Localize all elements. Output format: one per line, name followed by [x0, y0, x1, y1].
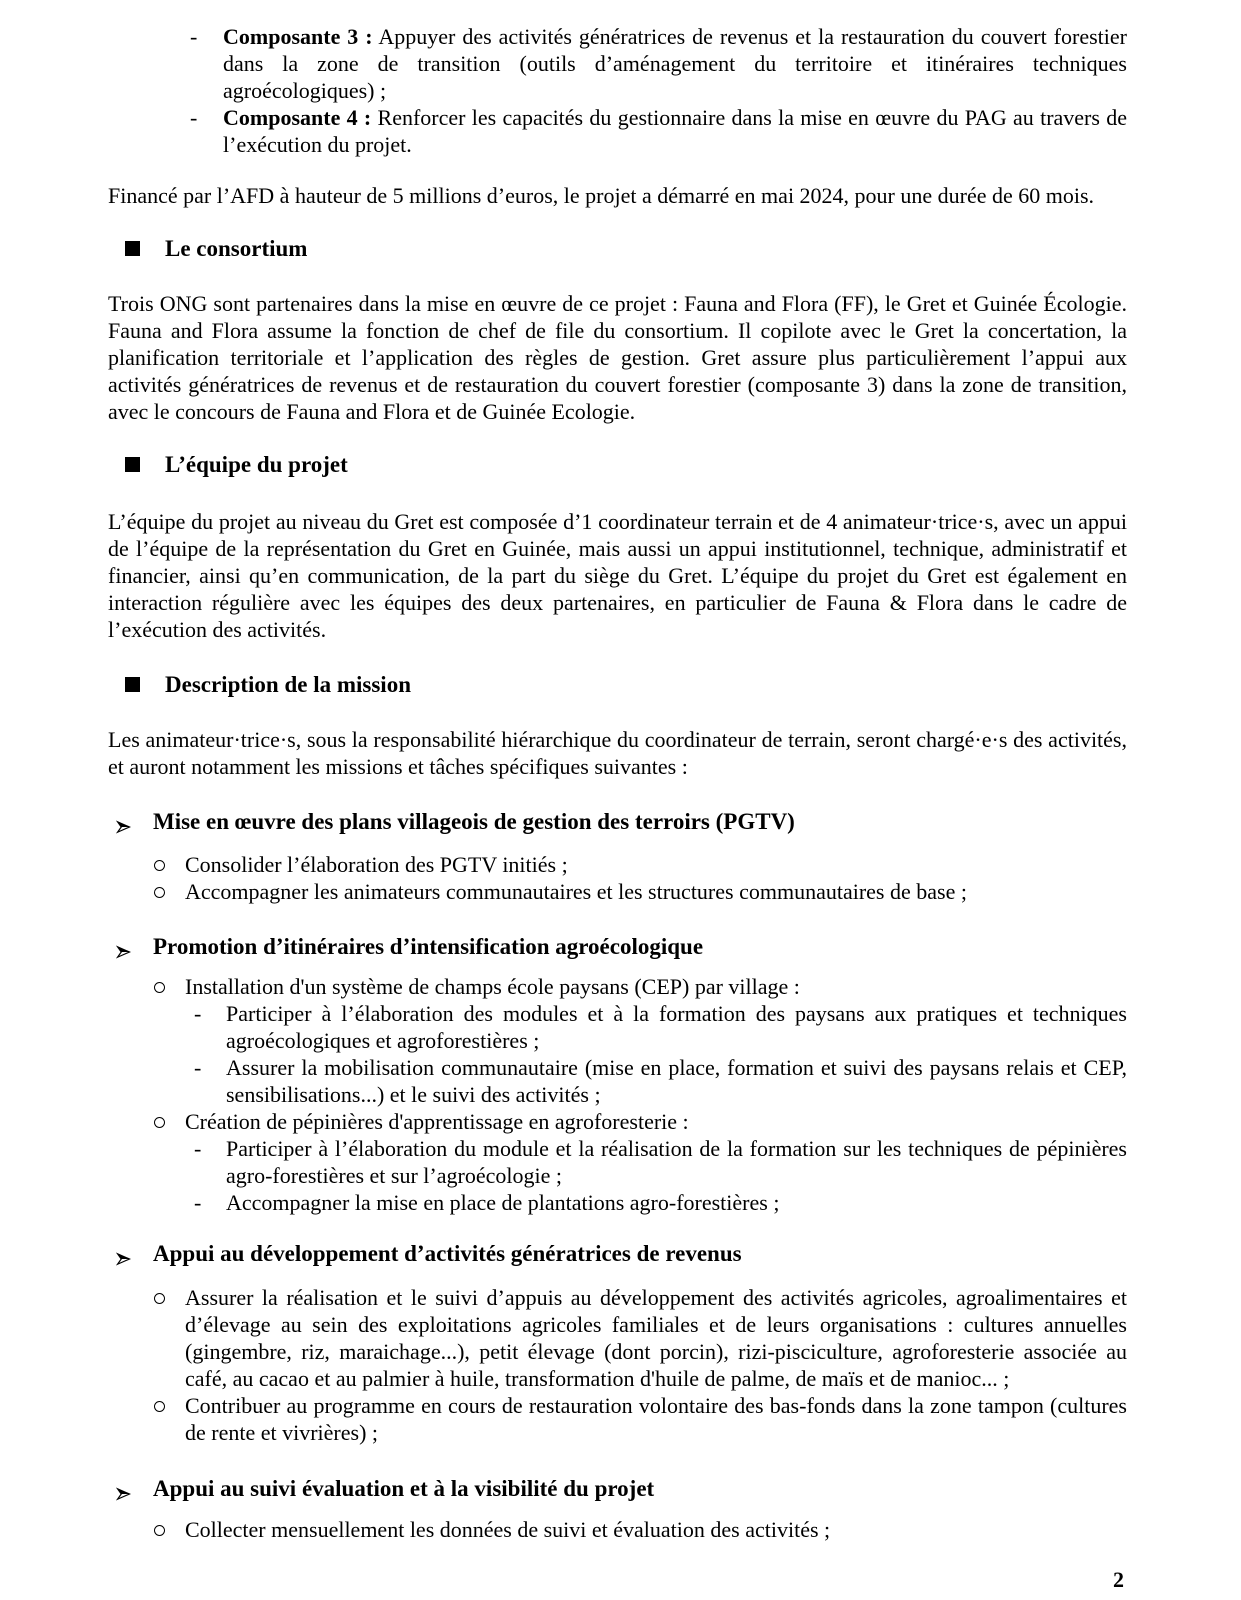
section-title-suivi: [108, 1475, 1127, 1503]
item-text: Accompagner la mise en place de plantations agro-forestières ;: [226, 1190, 780, 1215]
circle-bullet-icon: [154, 860, 165, 871]
dash-marker: -: [194, 1136, 202, 1161]
dash-marker: -: [190, 24, 198, 49]
item-text: Assurer la mobilisation communautaire (mise en place, formation et suivi des paysans relais et CEP, sensibilisations...) et le suivi des activités ;: [226, 1055, 1127, 1107]
component-label: Composante 4 :: [223, 105, 372, 130]
sub-list-item: [108, 1189, 1127, 1216]
circle-bullet-icon: [154, 982, 165, 993]
item-text: Création de pépinières d'apprentissage en agroforesterie :: [185, 1109, 689, 1134]
suivi-items: [108, 1516, 1127, 1543]
component-text: Renforcer les capacités du gestionnaire dans la mise en œuvre du PAG au travers de l’exécution du projet.: [223, 105, 1127, 157]
section-title-text: Mise en œuvre des plans villageois de gestion des terroirs (PGTV): [153, 809, 795, 834]
section-title-text: Appui au suivi évaluation et à la visibilité du projet: [153, 1476, 655, 1501]
item-text: Assurer la réalisation et le suivi d’appuis au développement des activités agricoles, agroalimentaires et d’élevage au sein des exploitations agricoles familiales et de leurs organisations : cultures annuelles (gingembre, riz, maraichage...), petit élevage (dont porcin), rizi-pisciculture, agroforesterie associée au café, au cacao et au palmier à huile, transformation d'huile de palme, de maïs et de manioc... ;: [185, 1285, 1127, 1391]
sub-list-item: [108, 1135, 1127, 1189]
item-text: Accompagner les animateurs communautaires et les structures communautaires de base ;: [185, 879, 967, 904]
dash-marker: -: [194, 1190, 202, 1215]
paragraph-mission-intro: Les animateur·trice·s, sous la responsabilité hiérarchique du coordinateur de terrain, seront chargé·e·s des activités, et auront notamment les missions et tâches spécifiques suivantes :: [108, 727, 1127, 779]
arrow-bullet-icon: [116, 939, 131, 967]
circle-bullet-icon: [154, 1525, 165, 1536]
section-title-promotion: [108, 933, 1127, 961]
item-text: Installation d'un système de champs école paysans (CEP) par village :: [185, 974, 800, 999]
agr-items: [108, 1284, 1127, 1446]
square-bullet-icon: [125, 677, 140, 692]
list-item: [108, 878, 1127, 905]
arrow-bullet-icon: [116, 1481, 131, 1509]
item-text: Contribuer au programme en cours de restauration volontaire des bas-fonds dans la zone tampon (cultures de rente et vivrières) ;: [185, 1393, 1127, 1445]
dash-marker: -: [194, 1001, 202, 1026]
list-item: [108, 104, 1127, 158]
sub-list-item: [108, 1054, 1127, 1108]
section-title-text: Appui au développement d’activités génératrices de revenus: [153, 1241, 742, 1266]
pgtv-items: [108, 851, 1127, 905]
section-title-agr: [108, 1240, 1127, 1268]
list-item: [108, 973, 1127, 1000]
section-title-pgtv: [108, 808, 1127, 836]
item-text: Consolider l’élaboration des PGTV initiés ;: [185, 852, 568, 877]
list-item: [108, 1284, 1127, 1392]
promotion-items: [108, 973, 1127, 1216]
paragraph-equipe: L’équipe du projet au niveau du Gret est composée d’1 coordinateur terrain et de 4 animateur·trice·s, avec un appui de l’équipe de la représentation du Gret en Guinée, mais aussi un appui institutionnel, technique, administratif et financier, ainsi qu’en communication, de la part du siège du Gret. L’équipe du projet du Gret est également en interaction régulière avec les équipes des deux partenaires, en particulier de Fauna & Flora dans le cadre de l’exécution des activités.: [108, 509, 1127, 642]
list-item: [108, 851, 1127, 878]
heading-equipe: [108, 451, 1127, 479]
square-bullet-icon: [125, 241, 140, 256]
arrow-bullet-icon: [116, 814, 131, 842]
paragraph-financement: Financé par l’AFD à hauteur de 5 millions d’euros, le projet a démarré en mai 2024, pour une durée de 60 mois.: [108, 183, 1095, 208]
item-text: Participer à l’élaboration des modules et à la formation des paysans aux pratiques et techniques agroécologiques et agroforestières ;: [226, 1001, 1127, 1053]
component-label: Composante 3 :: [223, 24, 373, 49]
heading-text: Le consortium: [165, 236, 308, 261]
item-text: Collecter mensuellement les données de suivi et évaluation des activités ;: [185, 1517, 831, 1542]
heading-text: L’équipe du projet: [165, 452, 348, 477]
section-title-text: Promotion d’itinéraires d’intensification agroécologique: [153, 934, 704, 959]
square-bullet-icon: [125, 457, 140, 472]
dash-marker: -: [194, 1055, 202, 1080]
circle-bullet-icon: [154, 1293, 165, 1304]
list-item: [108, 1516, 1127, 1543]
circle-bullet-icon: [154, 1401, 165, 1412]
page-number: 2: [1113, 1567, 1124, 1592]
paragraph-consortium: Trois ONG sont partenaires dans la mise en œuvre de ce projet : Fauna and Flora (FF), le Gret et Guinée Écologie. Fauna and Flora assume la fonction de chef de file du consortium. Il copilote avec le Gret la concertation, la planification territoriale et l’application des règles de gestion. Gret assure plus particulièrement l’appui aux activités génératrices de revenus et de restauration du couvert forestier (composante 3) dans la zone de transition, avec le concours de Fauna and Flora et de Guinée Ecologie.: [108, 291, 1127, 424]
heading-consortium: [108, 235, 1127, 263]
sub-list-item: [108, 1000, 1127, 1054]
components-list: [108, 23, 1127, 158]
list-item: [108, 23, 1127, 104]
dash-marker: -: [190, 105, 198, 130]
page-content: [108, 0, 1127, 1543]
arrow-bullet-icon: [116, 1246, 131, 1274]
list-item: [108, 1392, 1127, 1446]
heading-text: Description de la mission: [165, 672, 411, 697]
list-item: [108, 1108, 1127, 1135]
item-text: Participer à l’élaboration du module et la réalisation de la formation sur les techniques de pépinières agro-forestières et sur l’agroécologie ;: [226, 1136, 1127, 1188]
circle-bullet-icon: [154, 1117, 165, 1128]
circle-bullet-icon: [154, 887, 165, 898]
component-text: Appuyer des activités génératrices de revenus et la restauration du couvert forestier dans la zone de transition (outils d’aménagement du territoire et itinéraires techniques agroécologiques) ;: [223, 24, 1127, 103]
heading-mission: [108, 671, 1127, 699]
